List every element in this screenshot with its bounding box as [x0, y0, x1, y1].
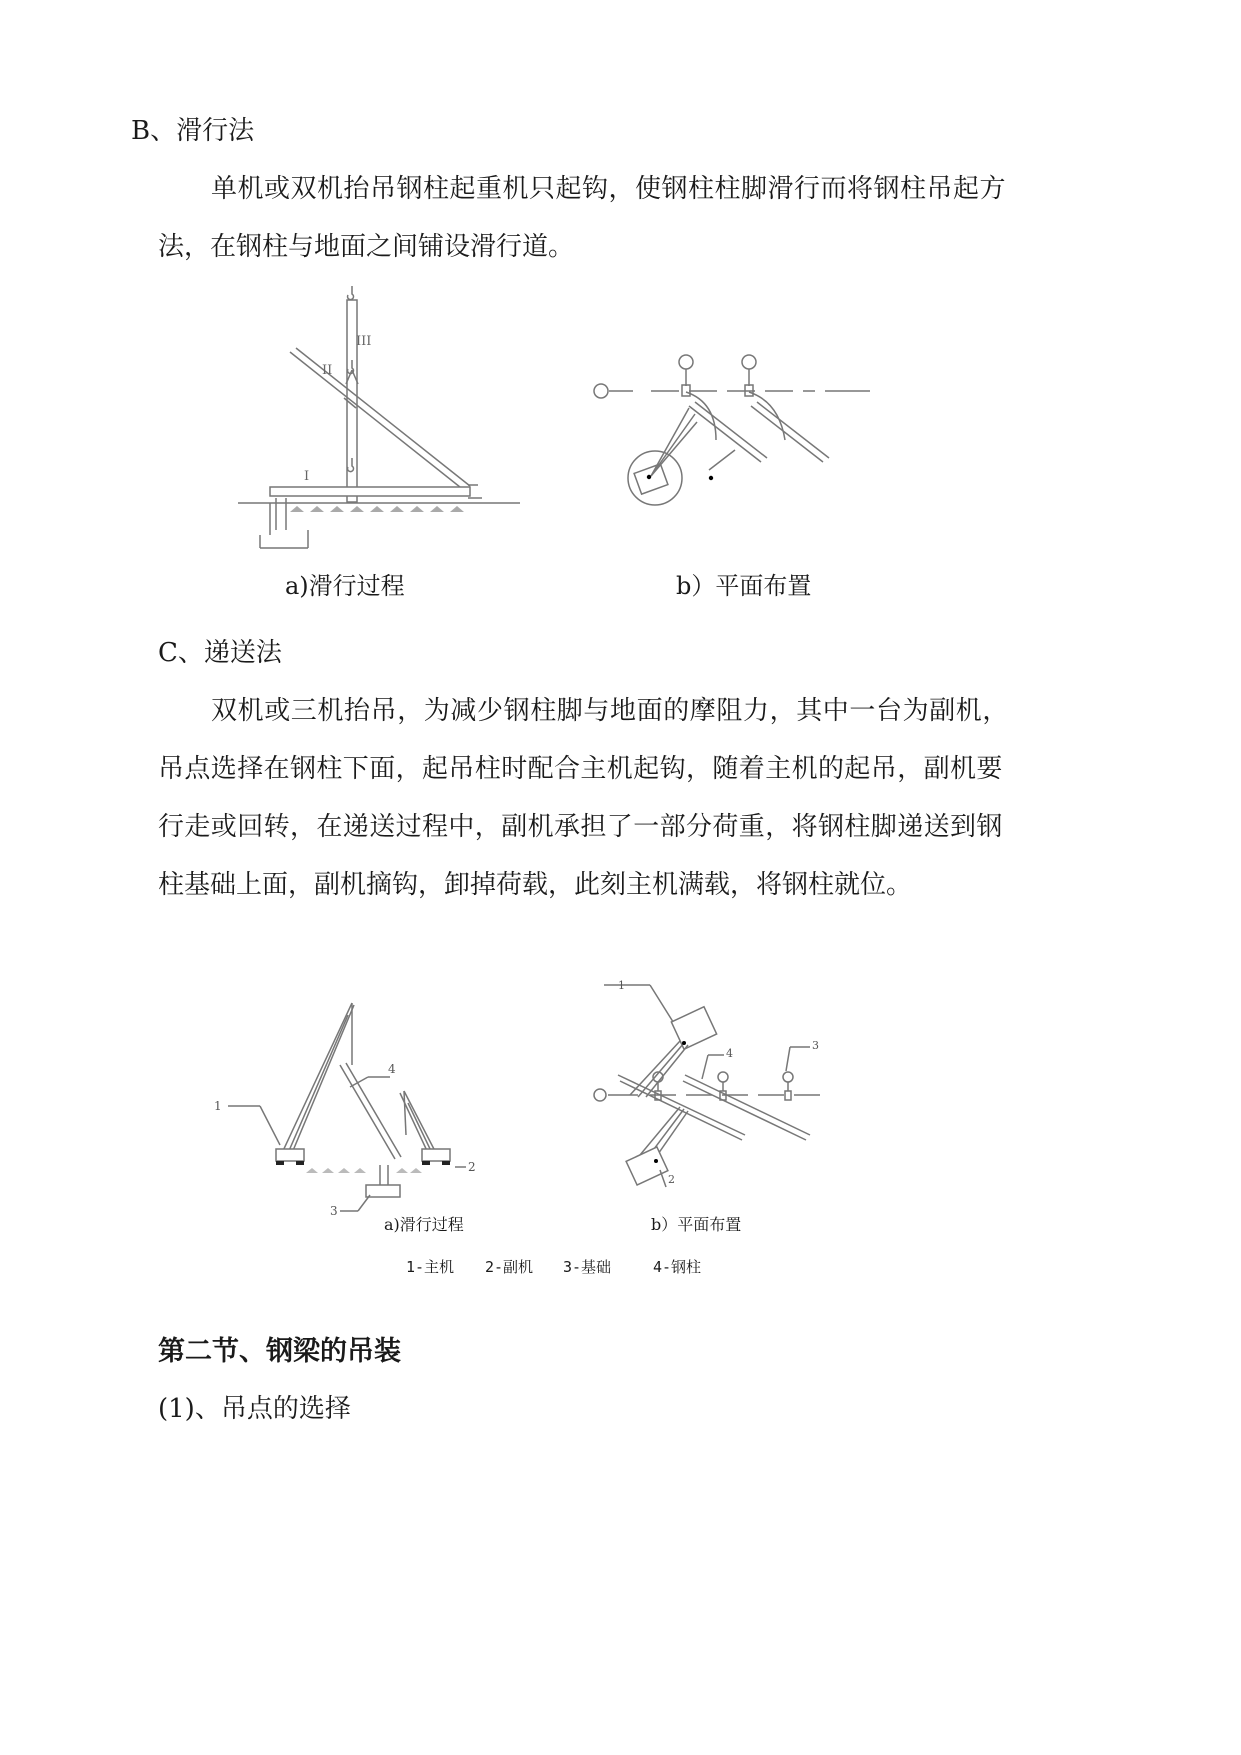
- figure-1b-plan-layout: [585, 340, 885, 520]
- section-b-paragraph-line-2: 法，在钢柱与地面之间铺设滑行道。: [158, 232, 575, 262]
- label-II: II: [322, 363, 333, 378]
- figure-2a-process: [200, 995, 510, 1235]
- section-c-line-3: 行走或回转，在递送过程中，副机承担了一部分荷重，将钢柱脚递送到钢: [158, 812, 1003, 842]
- section-2-subheading: (1)、吊点的选择: [158, 1394, 351, 1424]
- legend-item-foundation: 3-基础: [563, 1258, 612, 1276]
- legend-item-steel-column: 4-钢柱: [653, 1258, 702, 1276]
- figure-1a-caption: a)滑行过程: [285, 572, 405, 600]
- fig2b-label-2: 2: [668, 1173, 675, 1186]
- fig2b-label-4: 4: [726, 1047, 733, 1060]
- section-c-line-4: 柱基础上面，副机摘钩，卸掉荷载，此刻主机满载，将钢柱就位。: [158, 870, 913, 900]
- legend-item-aux-crane: 2-副机: [485, 1258, 534, 1276]
- section-b-heading: B、滑行法: [131, 116, 255, 146]
- section-c-line-2: 吊点选择在钢柱下面，起吊柱时配合主机起钩，随着主机的起吊，副机要: [158, 754, 1003, 784]
- section-c-line-1: 双机或三机抬吊，为减少钢柱脚与地面的摩阻力，其中一台为副机，: [211, 696, 1010, 726]
- figure-1b-caption: b）平面布置: [676, 572, 812, 600]
- section-b-paragraph-line-1: 单机或双机抬吊钢柱起重机只起钩，使钢柱柱脚滑行而将钢柱吊起方: [211, 174, 1007, 204]
- fig2b-label-1: 1: [618, 979, 625, 992]
- figure-1a-sliding-process: [230, 280, 530, 560]
- figure-2b-caption: b）平面布置: [651, 1215, 742, 1234]
- label-III: III: [356, 334, 372, 349]
- section-2-title: 第二节、钢梁的吊装: [158, 1336, 401, 1367]
- figure-2b-plan-layout: [590, 975, 840, 1195]
- section-c-heading: C、递送法: [158, 638, 282, 668]
- fig2a-label-2: 2: [468, 1160, 476, 1174]
- fig2a-label-1: 1: [214, 1099, 222, 1113]
- fig2a-label-3: 3: [330, 1204, 338, 1218]
- fig2a-label-4: 4: [388, 1062, 396, 1076]
- figure-2a-caption: a)滑行过程: [384, 1215, 464, 1234]
- legend-item-main-crane: 1-主机: [406, 1258, 455, 1276]
- label-I: I: [304, 469, 310, 484]
- fig2b-label-3: 3: [812, 1039, 819, 1052]
